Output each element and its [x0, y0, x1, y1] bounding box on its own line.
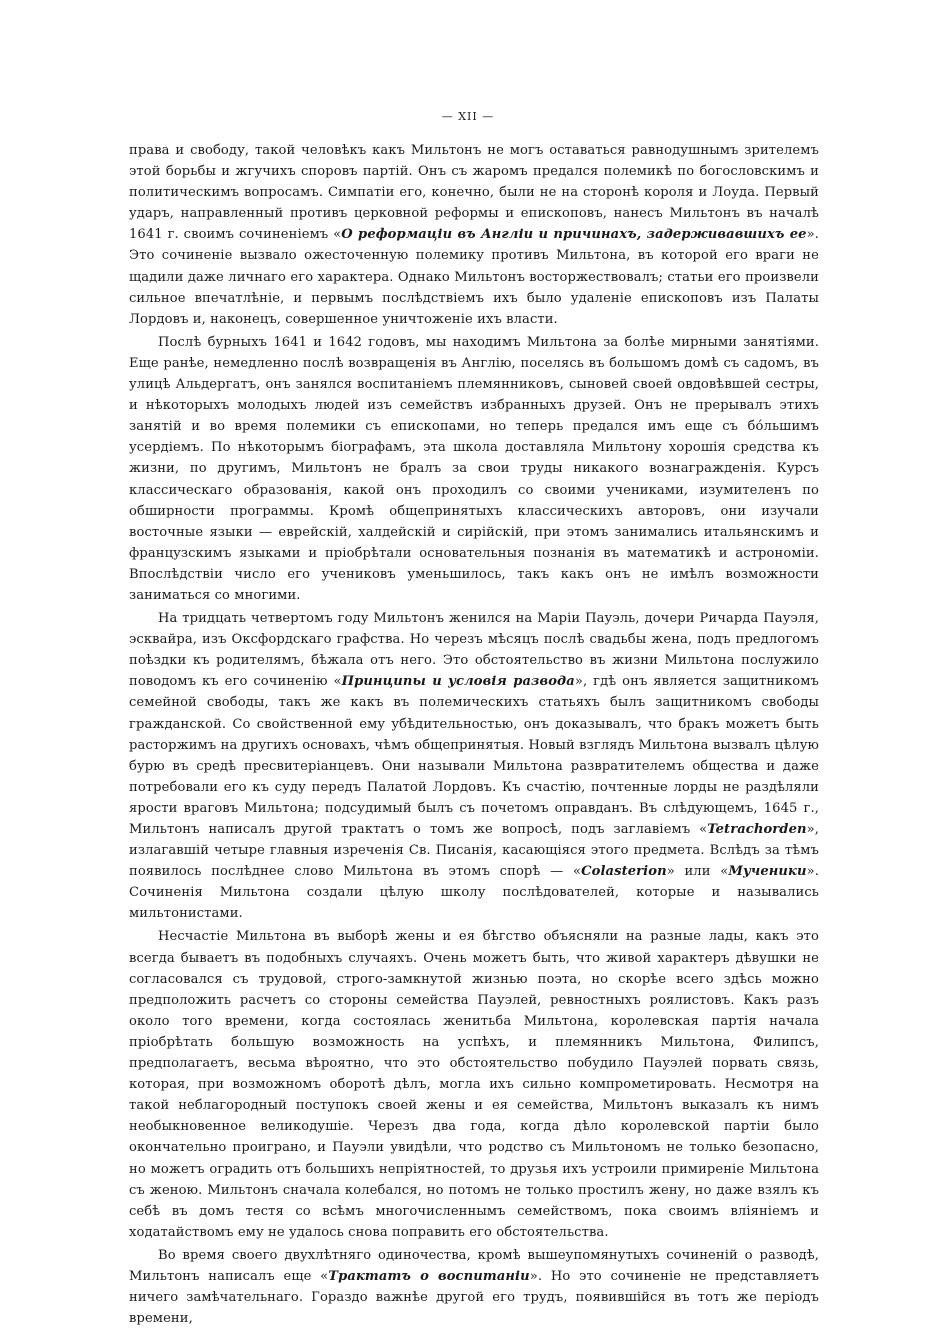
paragraph-text: Послѣ бурныхъ 1641 и 1642 годовъ, мы находимъ Мильтона за болѣе мирными занятіями. Еще ранѣе, немедленно послѣ возвращенія въ Англію, поселясь въ большомъ домѣ съ садомъ, въ улицѣ Альдергатъ, онъ занялся воспитаніемъ племянниковъ, сыновей своей овдовѣвшей сестры, и нѣкоторыхъ молодыхъ людей изъ семействъ избранныхъ друзей. Онъ не прерывалъ этихъ занятій и во время полемики съ епископами, но теперь предался имъ еще съ бо́льшимъ усердіемъ. По нѣкоторымъ біографамъ, эта школа доставляла Мильтону хорошія средства къ жизни, по другимъ, Мильтонъ не бралъ за свои труды никакого вознагражденія. Курсъ классическаго образованія, какой онъ проходилъ со своими учениками, изумителенъ по обширности программы. Кромѣ общепринятыхъ классическихъ авторовъ, они изучали восточные языки — еврейскій, халдейскій и сирійскій, при этомъ занимались итальянскимъ и французскимъ языками и пріобрѣтали основательныя познанія въ математикѣ и астрономіи. Впослѣдствіи число его учениковъ уменьшилось, такъ какъ онъ не имѣлъ возможности заниматься со многими. [129, 334, 819, 603]
italic-title: Трактатъ о воспитаніи [328, 1268, 530, 1284]
page-number: — XII — [441, 110, 495, 123]
paragraph [129, 140, 819, 330]
paragraph-text: Несчастіе Мильтона въ выборѣ жены и ея бѣгство объясняли на разные лады, какъ это всегда бываетъ въ подобныхъ случаяхъ. Очень можетъ быть, что живой характеръ дѣвушки не согласовался съ трудовой, строго-замкнутой жизнью поэта, но скорѣе всего здѣсь можно предположить расчетъ со стороны семейства Пауэлей, ревностныхъ роялистовъ. Какъ разъ около того времени, когда состоялась женитьба Мильтона, королевская партія начала пріобрѣтать большую возможность на успѣхъ, и племянникъ Мильтона, Филипсъ, предполагаетъ, весьма вѣроятно, что это обстоятельство побудило Пауэлей порвать связь, которая, при возможномъ оборотѣ дѣлъ, могла ихъ сильно компрометировать. Несмотря на такой неблагородный поступокъ своей жены и ея семейства, Мильтонъ выказалъ къ нимъ необыкновенное великодушіе. Черезъ два года, когда дѣло королевской партіи было окончательно проиграно, и Пауэли увидѣли, что родство съ Мильтономъ не только безопасно, но можетъ оградить отъ большихъ непріятностей, то друзья ихъ устроили примиреніе Мильтона съ женою. Мильтонъ сначала колебался, но потомъ не только простилъ жену, но даже взялъ къ себѣ въ домъ тестя со всѣмъ многочисленнымъ семействомъ, пока своимъ вліяніемъ и ходатайствомъ ему не удалось снова поправить его обстоятельства. [129, 929, 819, 1240]
paragraph-text: ». Это сочиненіе вызвало ожесточенную полемику противъ Мильтона, въ которой его враги не щадили даже личнаго его характера. Однако Мильтонъ восторжествовалъ; статьи его произвели сильное впечатлѣніе, и первымъ послѣдствіемъ ихъ было удаленіе епископовъ изъ Палаты Лордовъ и, наконецъ, совершенное уничтоженіе ихъ власти. [129, 227, 819, 327]
italic-title: Colasterion [581, 864, 667, 880]
paragraph-text: ». Но это сочиненіе не представляетъ ничего замѣчательнаго. Гораздо важнѣе другой его трудъ, появившійся въ тотъ же періодъ времени, [129, 1268, 820, 1327]
paragraph [129, 926, 819, 1242]
paragraph-text: права и свободу, такой человѣкъ какъ Мильтонъ не могъ оставаться равнодушнымъ зрителемъ этой борьбы и жгучихъ споровъ партій. Онъ съ жаромъ предался полемикѣ по богословскимъ и политическимъ вопросамъ. Симпатіи его, конечно, были не на сторонѣ короля и Лоуда. Первый ударъ, направленный противъ церковной реформы и епископовъ, нанесъ Мильтонъ въ началѣ 1641 г. своимъ сочиненіемъ « [129, 143, 819, 243]
italic-title: Мученики [728, 864, 807, 880]
paragraph [129, 1245, 819, 1329]
paragraph-text: » или « [666, 864, 729, 880]
italic-title: Tetrachorden [707, 822, 807, 837]
italic-title: Принципы и условія развода [341, 674, 575, 690]
paragraph-text: На тридцать четвертомъ году Мильтонъ женился на Маріи Пауэль, дочери Ричарда Пауэля, эсквайра, изъ Оксфордскаго графства. Но черезъ мѣсяцъ послѣ свадьбы жена, подъ предлогомъ поѣздки къ родителямъ, бѣжала отъ него. Это обстоятельство въ жизни Мильтона послужило поводомъ къ его сочиненію « [129, 611, 819, 690]
paragraph [129, 332, 819, 606]
paragraph-text: Во время своего двухлѣтняго одиночества, кромѣ вышеупомянутыхъ сочиненій о разводѣ, Мильтонъ написалъ еще « [129, 1247, 819, 1284]
italic-title: О реформаціи въ Англіи и причинахъ, задерживавшихъ ее [341, 227, 807, 243]
paragraph-text: ». Сочиненія Мильтона создали цѣлую школу послѣдователей, которые и назывались мильтонистами. [129, 864, 819, 922]
paragraph-text: », гдѣ онъ является защитникомъ семейной свободы, такъ же какъ въ полемическихъ статьяхъ былъ защитникомъ свободы гражданской. Со свойственной ему убѣдительностью, онъ доказывалъ, что бракъ можетъ быть расторжимъ на другихъ основахъ, чѣмъ общепринятыя. Новый взглядъ Мильтона вызвалъ цѣлую бурю въ средѣ пресвитеріанцевъ. Они называли Мильтона развратителемъ общества и даже потребовали его къ суду передъ Палатой Лордовъ. Къ счастію, почтенные лорды не раздѣляли ярости враговъ Мильтона; подсудимый былъ съ почетомъ оправданъ. Въ слѣдующемъ, 1645 г., Мильтонъ написалъ другой трактатъ о томъ же вопросѣ, подъ заглавіемъ « [129, 674, 819, 837]
paragraph-text: », излагавшій четыре главныя изреченія Св. Писанія, касающіяся этого предмета. Вслѣдъ за тѣмъ появилось послѣднее слово Мильтона въ этомъ спорѣ — « [129, 822, 819, 880]
paragraph [129, 608, 819, 924]
body-text [129, 140, 819, 1329]
